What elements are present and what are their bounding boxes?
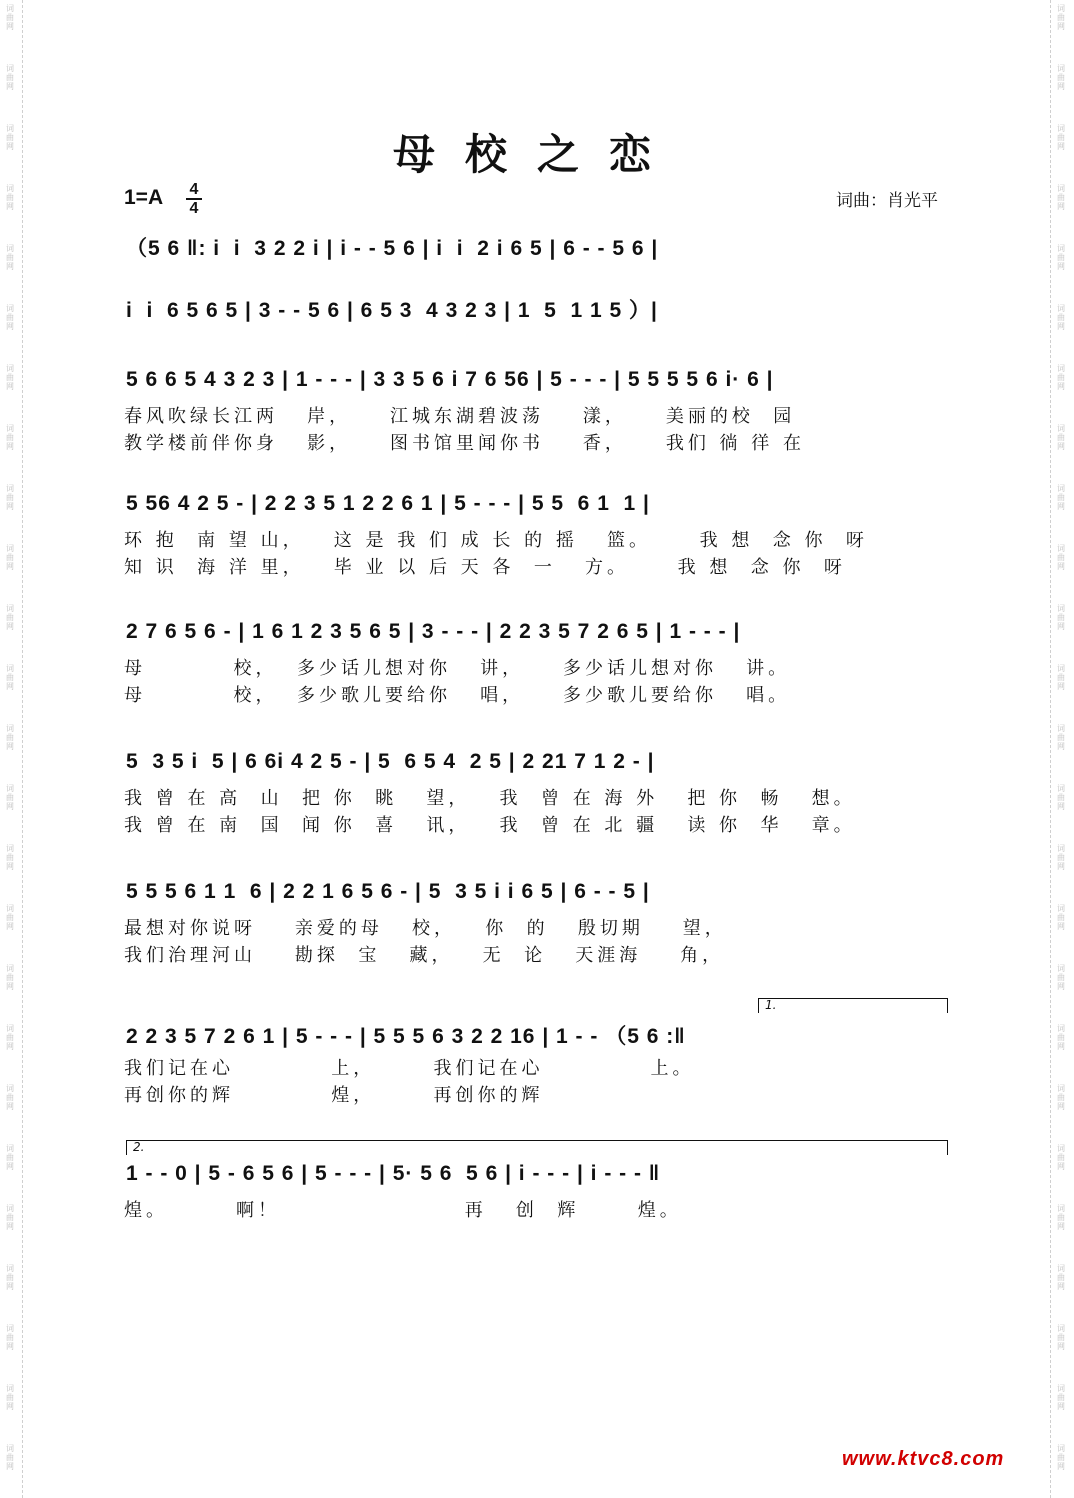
watermark-text: 词 曲 网: [6, 1144, 14, 1171]
notes-line: [120, 876, 960, 914]
second-ending-label: 2.: [133, 1140, 145, 1154]
watermark-text: 词 曲 网: [6, 1204, 14, 1231]
score-system-3: [120, 364, 960, 456]
watermark-text: 词 曲 网: [1057, 1024, 1065, 1051]
notes-line: [120, 290, 960, 328]
first-ending-label: 1.: [765, 998, 777, 1012]
lyric-verse-1: 我 曾 在 高 山 把 你 眺 望， 我 曾 在 海 外 把 你 畅 想。: [124, 788, 856, 809]
watermark-text: 词 曲 网: [6, 1084, 14, 1111]
time-signature-top: 4: [189, 181, 199, 198]
notes-line: [120, 1016, 960, 1054]
watermark-text: 词 曲 网: [6, 364, 14, 391]
notes-text: 5 3 5 i 5 | 6 6i 4 2 5 - | 5 6 5 4 2 5 | 2 21 7 1 2 - |: [126, 750, 655, 773]
score-system-5: [120, 616, 960, 708]
lyric-verse-1: 母 校， 多少话儿想对你 讲， 多少话儿想对你 讲。: [124, 658, 791, 679]
notes-text: 2 2 3 5 7 2 6 1 | 5 - - - | 5 5 5 6 3 2 2 16 | 1 - - （5 6 :‖: [126, 1025, 686, 1048]
watermark-text: 词 曲 网: [6, 484, 14, 511]
notes-line: [120, 1158, 960, 1196]
watermark-text: 词 曲 网: [6, 544, 14, 571]
watermark-text: 词 曲 网: [1057, 484, 1065, 511]
lyric-verse-1: 环 抱 南 望 山， 这 是 我 们 成 长 的 摇 篮。 我 想 念 你 呀: [124, 530, 868, 551]
watermark-text: 词 曲 网: [6, 904, 14, 931]
watermark-text: 词 曲 网: [6, 844, 14, 871]
song-title: 母校之恋: [392, 130, 681, 179]
notes-text: 2 7 6 5 6 - | 1 6 1 2 3 5 6 5 | 3 - - - | 2 2 3 5 7 2 6 5 | 1 - - - |: [126, 620, 741, 643]
watermark-text: 词 曲 网: [6, 244, 14, 271]
notes-line: [120, 364, 960, 402]
watermark-text: 词 曲 网: [1057, 724, 1065, 751]
watermark-text: 词 曲 网: [1057, 1204, 1065, 1231]
lyric-verse-1: 最想对你说呀 亲爱的母 校， 你 的 殷切期 望，: [124, 918, 727, 939]
watermark-text: 词 曲 网: [6, 664, 14, 691]
left-watermark-strip: [0, 0, 23, 1498]
lyric-verse-1: 煌。 啊！ 再 创 辉 煌。: [124, 1200, 682, 1221]
score-system-1: [120, 228, 960, 266]
notes-line: [120, 746, 960, 784]
watermark-text: 词 曲 网: [6, 784, 14, 811]
notes-line: [120, 616, 960, 654]
watermark-text: 词 曲 网: [6, 424, 14, 451]
watermark-text: 词 曲 网: [1057, 4, 1065, 31]
credit: 词曲：肖光平: [836, 191, 938, 211]
lyric-verse-1: 我们记在心 上， 我们记在心 上。: [124, 1058, 695, 1079]
watermark-text: 词 曲 网: [1057, 1324, 1065, 1351]
watermark-text: 词 曲 网: [1057, 1144, 1065, 1171]
watermark-text: 词 曲 网: [1057, 124, 1065, 151]
key-signature: 1=A: [124, 186, 164, 209]
lyric-verse-2: 教学楼前伴你身 影， 图书馆里闻你书 香， 我们 徜 徉 在: [124, 433, 805, 454]
watermark-text: 词 曲 网: [1057, 424, 1065, 451]
watermark-text: 词 曲 网: [1057, 544, 1065, 571]
notes-text: 5 5 5 6 1 1 6 | 2 2 1 6 5 6 - | 5 3 5 i i 6 5 | 6 - - 5 |: [126, 880, 650, 903]
notes-text: （5 6 ‖: i i 3 2 2 i | i - - 5 6 | i i 2 i 6 5 | 6 - - 5 6 |: [126, 237, 659, 260]
score-system-7: [120, 876, 960, 968]
score-system-4: [120, 488, 960, 580]
watermark-text: 词 曲 网: [6, 184, 14, 211]
watermark-text: 词 曲 网: [6, 4, 14, 31]
watermark-text: 词 曲 网: [6, 1384, 14, 1411]
watermark-text: 词 曲 网: [6, 1264, 14, 1291]
notes-text: 5 56 4 2 5 - | 2 2 3 5 1 2 2 6 1 | 5 - - - | 5 5 6 1 1 |: [126, 492, 650, 515]
lyric-verse-2: 知 识 海 洋 里， 毕 业 以 后 天 各 一 方。 我 想 念 你 呀: [124, 557, 846, 578]
score-system-6: [120, 746, 960, 838]
notes-line: [120, 488, 960, 526]
watermark-text: 词 曲 网: [1057, 1444, 1065, 1471]
lyric-verse-2: 再创你的辉 煌， 再创你的辉: [124, 1085, 544, 1106]
watermark-text: 词 曲 网: [1057, 364, 1065, 391]
watermark-text: 词 曲 网: [6, 1444, 14, 1471]
lyric-verse-2: 我 曾 在 南 国 闻 你 喜 讯， 我 曾 在 北 疆 读 你 华 章。: [124, 815, 856, 836]
watermark-text: 词 曲 网: [1057, 604, 1065, 631]
watermark-text: 词 曲 网: [1057, 64, 1065, 91]
score-system-9: [120, 1158, 960, 1223]
first-ending-bracket: [758, 998, 948, 1013]
right-watermark-strip: [1050, 0, 1073, 1498]
site-logo: www.ktvc8.com: [842, 1448, 1005, 1470]
watermark-text: 词 曲 网: [1057, 244, 1065, 271]
notes-line: [120, 228, 960, 266]
notes-text: i i 6 5 6 5 | 3 - - 5 6 | 6 5 3 4 3 2 3 | 1 5 1 1 5 ）|: [126, 299, 658, 322]
time-signature: [186, 182, 202, 216]
score-system-8: [120, 1016, 960, 1108]
watermark-text: 词 曲 网: [6, 1324, 14, 1351]
time-signature-bottom: 4: [189, 200, 199, 217]
watermark-text: 词 曲 网: [1057, 304, 1065, 331]
lyric-verse-2: 我们治理河山 勘探 宝 藏， 无 论 天涯海 角，: [124, 945, 725, 966]
watermark-text: 词 曲 网: [1057, 1264, 1065, 1291]
watermark-text: 词 曲 网: [6, 1024, 14, 1051]
watermark-text: 词 曲 网: [1057, 1384, 1065, 1411]
score-system-2: [120, 290, 960, 328]
watermark-text: 词 曲 网: [6, 964, 14, 991]
watermark-text: 词 曲 网: [1057, 904, 1065, 931]
notes-text: 5 6 6 5 4 3 2 3 | 1 - - - | 3 3 5 6 i 7 6 56 | 5 - - - | 5 5 5 5 6 i· 6 |: [126, 368, 774, 391]
watermark-text: 词 曲 网: [6, 304, 14, 331]
lyric-verse-1: 春风吹绿长江两 岸， 江城东湖碧波荡 漾， 美丽的校 园: [124, 406, 796, 427]
watermark-text: 词 曲 网: [1057, 184, 1065, 211]
second-ending-bracket: [126, 1140, 948, 1155]
watermark-text: 词 曲 网: [6, 724, 14, 751]
lyric-verse-2: 母 校， 多少歌儿要给你 唱， 多少歌儿要给你 唱。: [124, 685, 791, 706]
watermark-text: 词 曲 网: [1057, 964, 1065, 991]
watermark-text: 词 曲 网: [6, 124, 14, 151]
watermark-text: 词 曲 网: [6, 604, 14, 631]
watermark-text: 词 曲 网: [1057, 1084, 1065, 1111]
watermark-text: 词 曲 网: [6, 64, 14, 91]
watermark-text: 词 曲 网: [1057, 664, 1065, 691]
watermark-text: 词 曲 网: [1057, 844, 1065, 871]
notes-text: 1 - - 0 | 5 - 6 5 6 | 5 - - - | 5· 5 6 5 6 | i - - - | i - - - ‖: [126, 1162, 661, 1185]
watermark-text: 词 曲 网: [1057, 784, 1065, 811]
